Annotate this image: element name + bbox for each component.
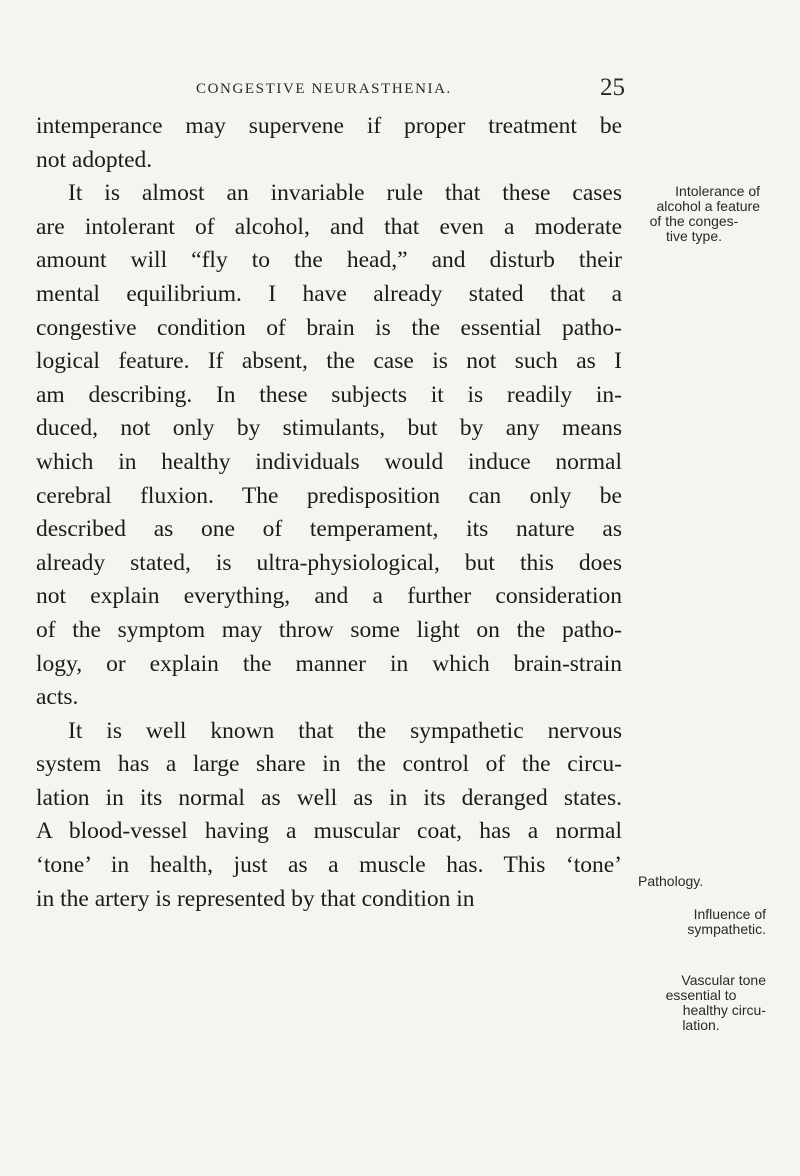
body-line: cerebral fluxion. The predisposition can only be <box>36 482 622 509</box>
body-line: A blood-vessel having a muscular coat, has a normal <box>36 818 622 845</box>
margin-note-line: Pathology. <box>638 873 704 889</box>
body-line: in the artery is represented by that condition in <box>36 885 475 912</box>
margin-note-vascular <box>636 973 766 1033</box>
body-line: which in healthy individuals would induce normal <box>36 448 622 475</box>
body-line: of the symptom may throw some light on the patho- <box>36 616 622 643</box>
body-line: amount will “fly to the head,” and disturb their <box>36 247 622 274</box>
margin-note-pathology <box>638 874 768 889</box>
margin-note-line: tive type. <box>665 228 723 244</box>
body-line: am describing. In these subjects it is readily in- <box>36 381 622 408</box>
body-line: logy, or explain the manner in which brain-strain <box>36 650 622 677</box>
margin-note-line: Influence of <box>693 906 766 922</box>
margin-note-line: healthy circu- <box>682 1002 766 1018</box>
body-line: not explain everything, and a further consideration <box>36 583 622 610</box>
body-line: lation in its normal as well as in its deranged states. <box>36 784 622 811</box>
margin-note-line: Vascular tone <box>681 972 766 988</box>
body-line: described as one of temperament, its nature as <box>36 516 622 543</box>
body-line: already stated, is ultra-physiological, but this does <box>36 549 622 576</box>
margin-note-line: Intolerance of <box>675 183 760 199</box>
margin-note-line: lation. <box>682 1017 720 1033</box>
body-line: logical feature. If absent, the case is not such as I <box>36 348 622 375</box>
body-line: system has a large share in the control of the circu- <box>36 751 622 778</box>
margin-note-intolerance <box>628 184 760 244</box>
body-line: It is well known that the sympathetic nervous <box>68 717 622 744</box>
body-line: intemperance may supervene if proper treatment be <box>36 113 622 139</box>
margin-note-line: alcohol a feature <box>656 198 760 214</box>
body-line: are intolerant of alcohol, and that even a moderate <box>36 213 622 240</box>
body-line: congestive condition of brain is the essential patho- <box>36 314 622 341</box>
body-text <box>36 110 622 916</box>
page-number: 25 <box>600 74 625 101</box>
body-line: ‘tone’ in health, just as a muscle has. This ‘tone’ <box>36 852 622 879</box>
margin-note-line: essential to <box>665 987 737 1003</box>
margin-note-line: of the conges- <box>649 213 739 229</box>
body-line: mental equilibrium. I have already stated that a <box>36 280 622 307</box>
running-title: CONGESTIVE NEURASTHENIA. <box>196 81 452 97</box>
running-head <box>0 74 800 104</box>
body-line: It is almost an invariable rule that these cases <box>68 180 622 207</box>
body-line: duced, not only by stimulants, but by any means <box>36 415 622 442</box>
body-line: acts. <box>36 684 79 711</box>
body-line: not adopted. <box>36 146 153 173</box>
margin-note-line: sympathetic. <box>687 921 766 937</box>
margin-note-influence <box>636 907 766 937</box>
